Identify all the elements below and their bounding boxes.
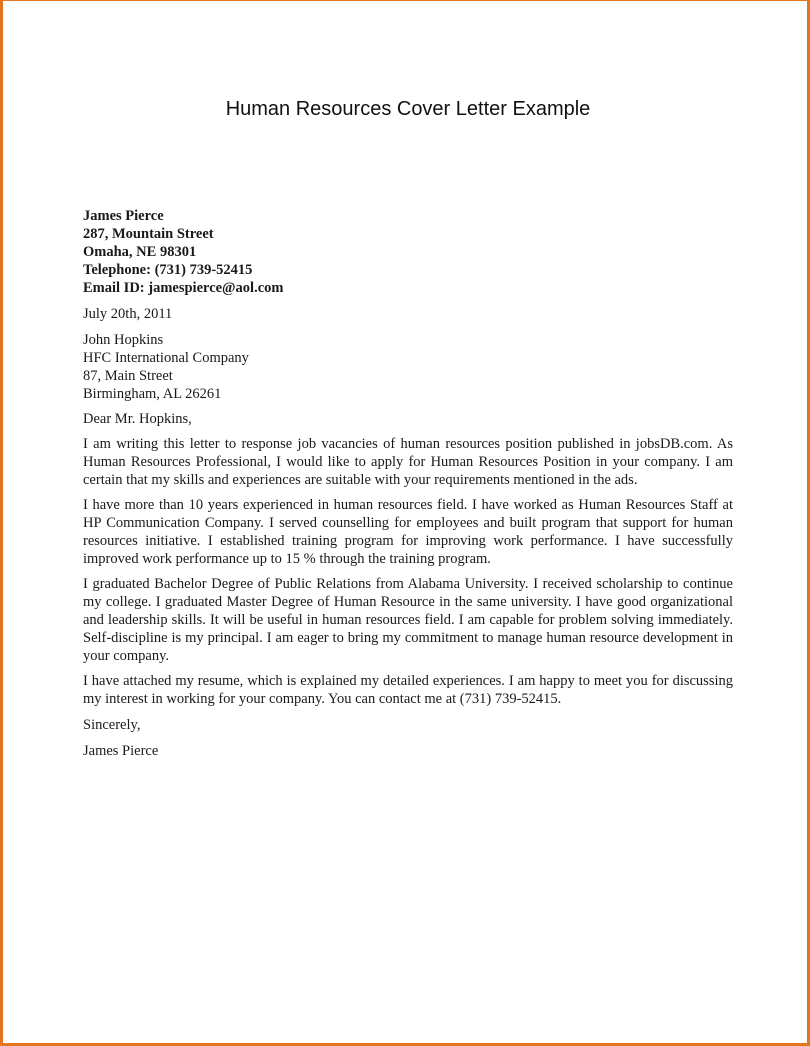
closing: Sincerely, xyxy=(83,717,141,733)
paragraph-education: I graduated Bachelor Degree of Public Relations from Alabama University. I received scholarship to continue my college. I graduated Master Degree of Human Resource in the same university. I have good organizational and leadership skills. It will be useful in human resources field. I am capable for problem solving immediately. Self-discipline is my principal. I am eager to bring my commitment to manage human resource development in your company. xyxy=(83,576,733,664)
recipient-block xyxy=(83,331,733,403)
document-title: Human Resources Cover Letter Example xyxy=(225,98,591,120)
signature: James Pierce xyxy=(83,743,159,759)
letter-body xyxy=(83,207,733,760)
sender-name: James Pierce xyxy=(83,208,164,224)
paragraph-experience: I have more than 10 years experienced in human resources field. I have worked as Human Resources Staff at HP Communication Company. I served counselling for employees and built program that support for human resources initiative. I established training program for improving work performance. I have successfully improved work performance up to 15 % through the training program. xyxy=(83,497,733,567)
paragraph-closing: I have attached my resume, which is explained my detailed experiences. I am happy to meet you for discussing my interest in working for your company. You can contact me at (731) 739-52415. xyxy=(83,673,733,707)
letter-date: July 20th, 2011 xyxy=(83,306,173,322)
sender-telephone: Telephone: (731) 739-52415 xyxy=(83,262,253,278)
recipient-street: 87, Main Street xyxy=(83,368,173,384)
sender-city: Omaha, NE 98301 xyxy=(83,244,197,260)
sender-block xyxy=(83,207,733,297)
recipient-city: Birmingham, AL 26261 xyxy=(83,386,222,402)
paragraph-intro: I am writing this letter to response job vacancies of human resources position published in jobsDB.com. As Human Resources Professional, I would like to apply for Human Resources Position in your company. I am certain that my skills and experiences are suitable with your requirements mentioned in the ads. xyxy=(83,436,733,488)
sender-email: Email ID: jamespierce@aol.com xyxy=(83,280,284,296)
recipient-name: John Hopkins xyxy=(83,332,164,348)
salutation: Dear Mr. Hopkins, xyxy=(83,411,192,427)
sender-street: 287, Mountain Street xyxy=(83,226,214,242)
recipient-company: HFC International Company xyxy=(83,350,249,366)
